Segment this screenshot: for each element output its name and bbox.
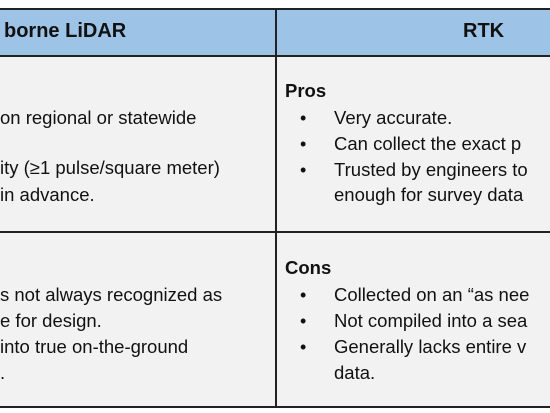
rtk-cons-item: Not compiled into a sea (334, 310, 528, 331)
rtk-pros-title: Pros (285, 80, 327, 101)
bullet-icon: • (300, 134, 307, 154)
lidar-cons-line: s not always recognized as (0, 284, 223, 305)
rtk-pros-item: Trusted by engineers to (334, 159, 528, 180)
rtk-pros-item: Very accurate. (334, 107, 453, 128)
header-rtk-label: RTK (463, 20, 505, 42)
rtk-pros-item: Can collect the exact p (334, 133, 522, 154)
rtk-cons-item: Collected on an “as nee (334, 284, 530, 305)
lidar-pros-line: ity (≥1 pulse/square meter) (0, 157, 220, 178)
header-cell-rtk (276, 9, 550, 56)
lidar-pros-line: on regional or statewide (0, 107, 197, 128)
lidar-cons-line: into true on-the-ground (0, 336, 189, 357)
bullet-icon: • (300, 160, 307, 180)
lidar-cons-line: . (0, 362, 6, 383)
column-divider (275, 8, 277, 408)
rtk-cons-item-continued: data. (334, 362, 376, 383)
bullet-icon: • (300, 108, 307, 128)
rtk-cons-title: Cons (285, 257, 332, 278)
lidar-cons-line: e for design. (0, 310, 102, 331)
rtk-pros-item-continued: enough for survey data (334, 184, 524, 205)
header-lidar-label: borne LiDAR (4, 20, 127, 42)
bullet-icon: • (300, 337, 307, 357)
rtk-cons-item: Generally lacks entire v (334, 336, 527, 357)
bullet-icon: • (300, 311, 307, 331)
lidar-pros-line: in advance. (0, 184, 95, 205)
bullet-icon: • (300, 285, 307, 305)
